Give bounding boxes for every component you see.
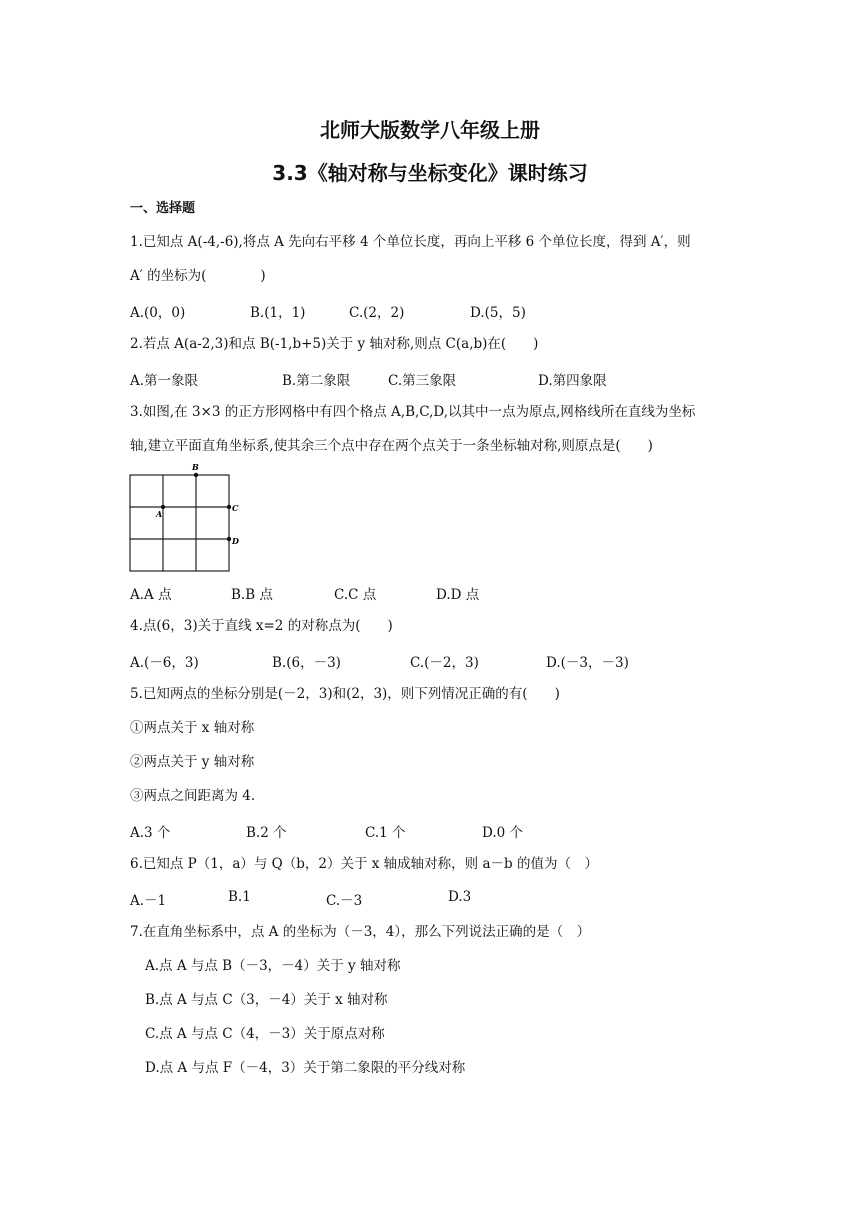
- q1-options: [130, 301, 830, 319]
- q2-option-d: D.第四象限: [538, 373, 607, 389]
- q5-option-c: C.1 个: [365, 825, 406, 841]
- q4-option-c: C.(－2，3): [410, 655, 479, 671]
- q6-option-a: A.－1: [130, 893, 167, 909]
- doc-subtitle: 3.3《轴对称与坐标变化》课时练习: [272, 161, 588, 185]
- q5-stem: 5.已知两点的坐标分别是(－2，3)和(2，3)，则下列情况正确的有( ): [130, 686, 560, 702]
- q4-option-b: B.(6，－3): [272, 655, 341, 671]
- q2-option-c: C.第三象限: [388, 373, 457, 389]
- q7-option-b: B.点 A 与点 C（3，－4）关于 x 轴对称: [145, 992, 388, 1008]
- q3-options: [130, 583, 830, 601]
- q2-option-a: A.第一象限: [130, 373, 199, 389]
- q6-option-c: C.－3: [326, 893, 363, 909]
- q3-option-d: D.D 点: [436, 587, 480, 603]
- q5-options: [130, 821, 830, 839]
- q3-grid-figure: [120, 460, 250, 576]
- q1-option-a: A.(0，0): [130, 305, 186, 321]
- q4-options: [130, 651, 830, 669]
- q3-stem-line2: 轴,建立平面直角坐标系,使其余三个点中存在两个点关于一条坐标轴对称,则原点是( ): [130, 438, 653, 454]
- point-c: [227, 505, 231, 509]
- q6-stem: 6.已知点 P（1，a）与 Q（b，2）关于 x 轴成轴对称，则 a－b 的值为（ ）: [130, 856, 598, 872]
- q6-option-b: B.1: [228, 889, 251, 905]
- q5-option-d: D.0 个: [482, 825, 524, 841]
- q3-option-b: B.B 点: [231, 587, 273, 603]
- q3-stem-line1: 3.如图,在 3×3 的正方形网格中有四个格点 A,B,C,D,以其中一点为原点,网格线所在直线为坐标: [130, 404, 696, 420]
- q6-option-d: D.3: [448, 889, 472, 905]
- q7-option-d: D.点 A 与点 F（－4，3）关于第二象限的平分线对称: [145, 1060, 466, 1076]
- label-c: C: [232, 503, 239, 513]
- q7-stem: 7.在直角坐标系中，点 A 的坐标为（－3，4），那么下列说法正确的是（ ）: [130, 924, 591, 940]
- q5-option-a: A.3 个: [130, 825, 171, 841]
- q7-option-c: C.点 A 与点 C（4，－3）关于原点对称: [145, 1026, 385, 1042]
- q1-option-b: B.(1，1): [250, 305, 306, 321]
- label-b: B: [192, 462, 199, 472]
- q5-item-3: ③两点之间距离为 4.: [130, 788, 256, 804]
- q1-stem-line1: 1.已知点 A(-4,-6),将点 A 先向右平移 4 个单位长度，再向上平移 6 个单位长度，得到 A′，则: [130, 234, 691, 250]
- q3-option-c: C.C 点: [334, 587, 377, 603]
- section-heading: 一、选择题: [130, 201, 196, 216]
- q1-stem-line2: A′ 的坐标为( ): [130, 268, 266, 284]
- q1-option-c: C.(2，2): [349, 305, 405, 321]
- q2-stem: 2.若点 A(a-2,3)和点 B(-1,b+5)关于 y 轴对称,则点 C(a,b)在( ): [130, 336, 539, 352]
- label-d: D: [232, 536, 239, 546]
- q5-item-2: ②两点关于 y 轴对称: [130, 754, 255, 770]
- point-d: [227, 537, 231, 541]
- q3-option-a: A.A 点: [130, 587, 172, 603]
- point-b: [194, 473, 198, 477]
- q4-option-a: A.(－6，3): [130, 655, 199, 671]
- q2-options: [130, 369, 830, 387]
- label-a: A: [156, 509, 163, 519]
- doc-title: 北师大版数学八年级上册: [320, 118, 540, 142]
- q2-option-b: B.第二象限: [282, 373, 351, 389]
- q5-item-1: ①两点关于 x 轴对称: [130, 720, 255, 736]
- q4-stem: 4.点(6，3)关于直线 x=2 的对称点为( ): [130, 618, 393, 634]
- q5-option-b: B.2 个: [246, 825, 287, 841]
- q4-option-d: D.(－3，－3): [546, 655, 629, 671]
- q6-options: [130, 889, 830, 907]
- q1-option-d: D.(5，5): [470, 305, 526, 321]
- q7-option-a: A.点 A 与点 B（－3，－4）关于 y 轴对称: [145, 958, 401, 974]
